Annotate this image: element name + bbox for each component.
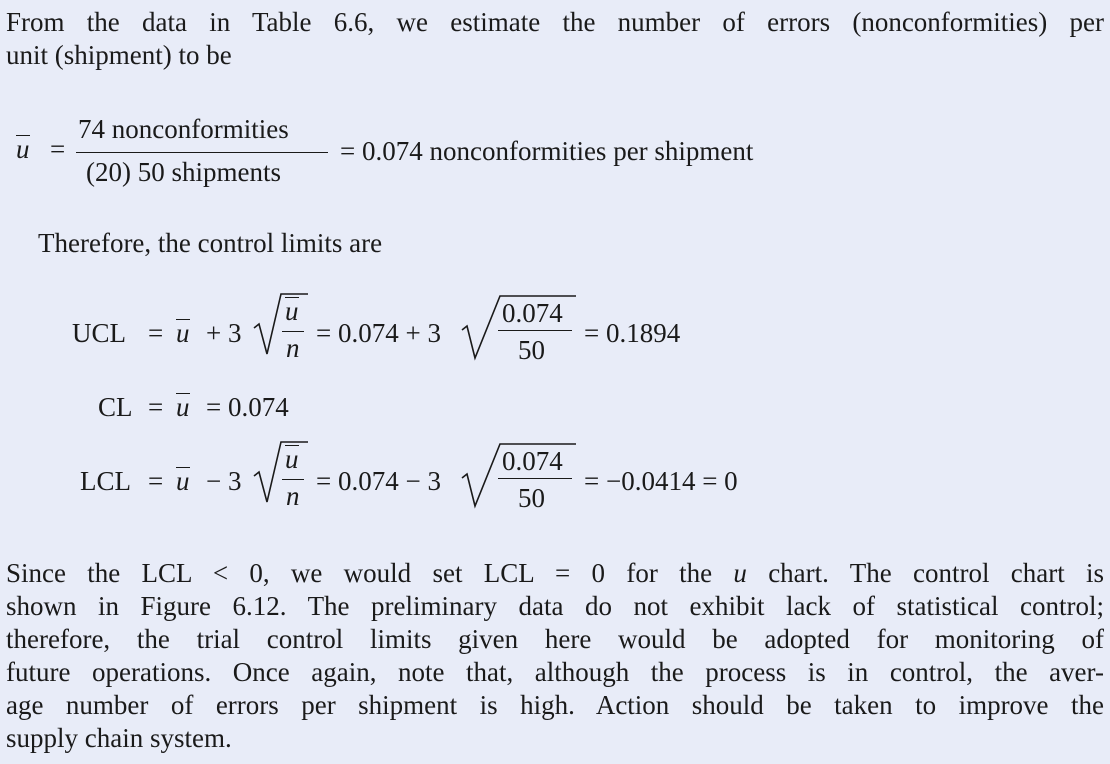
closing-line-1b: chart. The control chart is [768,558,1104,588]
lcl-sqrt-num: 0.074 [502,446,563,476]
therefore-line: Therefore, the control limits are [38,228,383,258]
lcl-sqrt-bar [498,478,572,479]
closing-line-3: therefore, the trial control limits given here would be adopted for monitoring of [6,624,1104,654]
lcl-result: = −0.0414 = 0 [584,466,738,496]
cl-label: CL [98,392,133,422]
lcl-sqrt-frac-num: u [285,444,299,474]
ubar-result: = 0.074 nonconformities per shipment [340,136,754,166]
lcl-sqrt-frac-bar [282,479,304,480]
lcl-sqrt-1-icon [254,440,312,512]
cl-equals: = [148,392,164,422]
ucl-sqrt-bar [498,330,572,331]
intro-line-1: From the data in Table 6.6, we estimate the number of errors (nonconformities) per [6,7,1104,37]
closing-line-1a: Since the LCL < 0, we would set LCL = 0 for the [6,558,713,588]
ucl-result: = 0.1894 [584,318,681,348]
lcl-eq-2: = 0.074 − 3 [316,466,441,496]
closing-u-italic: u [733,558,747,588]
lcl-sqrt-frac-den: n [286,481,300,511]
ucl-sqrt-frac-bar [282,331,304,332]
closing-line-5: age number of errors per shipment is high. Action should be taken to improve the [6,690,1104,720]
ubar-denominator: (20) 50 shipments [86,157,281,187]
ubar-symbol: u [16,134,30,164]
closing-line-2: shown in Figure 6.12. The preliminary data do not exhibit lack of statistical control; [6,591,1104,621]
lcl-label: LCL [80,466,131,496]
ucl-sqrt-1-icon [254,292,312,364]
intro-line-2: unit (shipment) to be [6,40,232,70]
closing-line-6: supply chain system. [6,723,232,753]
ubar-fraction-bar [76,152,328,153]
cl-ubar: u [176,392,190,422]
lcl-ubar: u [176,466,190,496]
ucl-sqrt-frac-den: n [286,333,300,363]
lcl-minus-3: − 3 [206,466,242,496]
lcl-equals: = [148,466,164,496]
closing-line-1 [6,557,1104,590]
ucl-label: UCL [72,318,126,348]
ubar-numerator: 74 nonconformities [78,114,289,144]
cl-result: = 0.074 [206,392,289,422]
ucl-sqrt-num: 0.074 [502,298,563,328]
ucl-equals: = [148,318,164,348]
ucl-sqrt-den: 50 [518,335,545,365]
ubar-equals: = [50,134,66,164]
ucl-eq-2: = 0.074 + 3 [316,318,441,348]
ucl-plus-3: + 3 [206,318,242,348]
ucl-sqrt-frac-num: u [285,296,299,326]
closing-line-4: future operations. Once again, note that, although the process is in control, the aver- [6,657,1104,687]
ucl-ubar: u [176,318,190,348]
lcl-sqrt-den: 50 [518,483,545,513]
